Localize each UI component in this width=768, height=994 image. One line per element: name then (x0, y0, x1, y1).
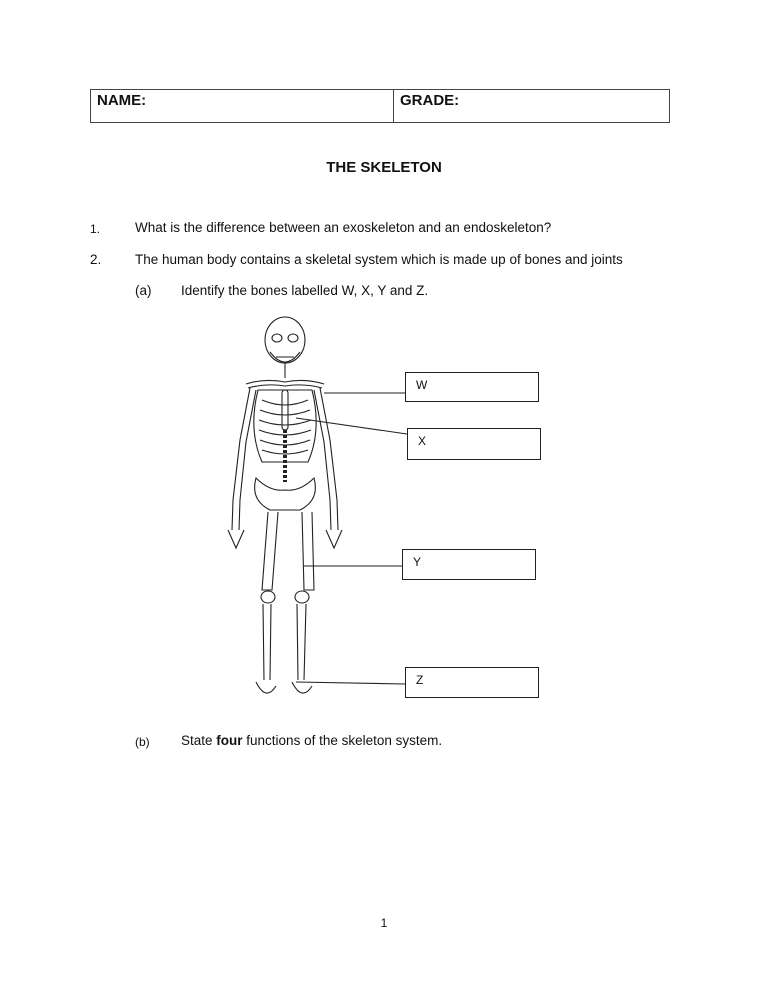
label-box-z[interactable]: Z (405, 667, 539, 698)
emphasis-four: four (216, 733, 243, 748)
clavicle (246, 380, 324, 384)
femur (262, 512, 278, 590)
tibia (263, 604, 271, 680)
pelvis (255, 478, 316, 510)
part-b-text: State four functions of the skeleton system. (181, 733, 443, 748)
page-number: 1 (380, 916, 388, 930)
question-2-text: The human body contains a skeletal system which is made up of bones and joints (135, 252, 623, 267)
question-1-number: 1. (90, 222, 101, 236)
part-b-label: (b) (135, 735, 150, 749)
grade-label: GRADE: (400, 92, 460, 109)
worksheet-title: THE SKELETON (326, 159, 442, 176)
pointer-z (296, 682, 405, 684)
part-a-label: (a) (135, 283, 152, 298)
label-box-x[interactable]: X (407, 428, 541, 460)
skull (265, 317, 305, 363)
question-1-text: What is the difference between an exoskeleton and an endoskeleton? (135, 220, 552, 235)
label-box-y[interactable]: Y (402, 549, 536, 580)
label-box-w[interactable]: W (405, 372, 539, 402)
pointer-x (296, 418, 407, 434)
question-2-number: 2. (90, 252, 102, 267)
sternum (282, 390, 288, 430)
name-label: NAME: (97, 92, 147, 109)
part-a-text: Identify the bones labelled W, X, Y and Z. (181, 283, 429, 298)
